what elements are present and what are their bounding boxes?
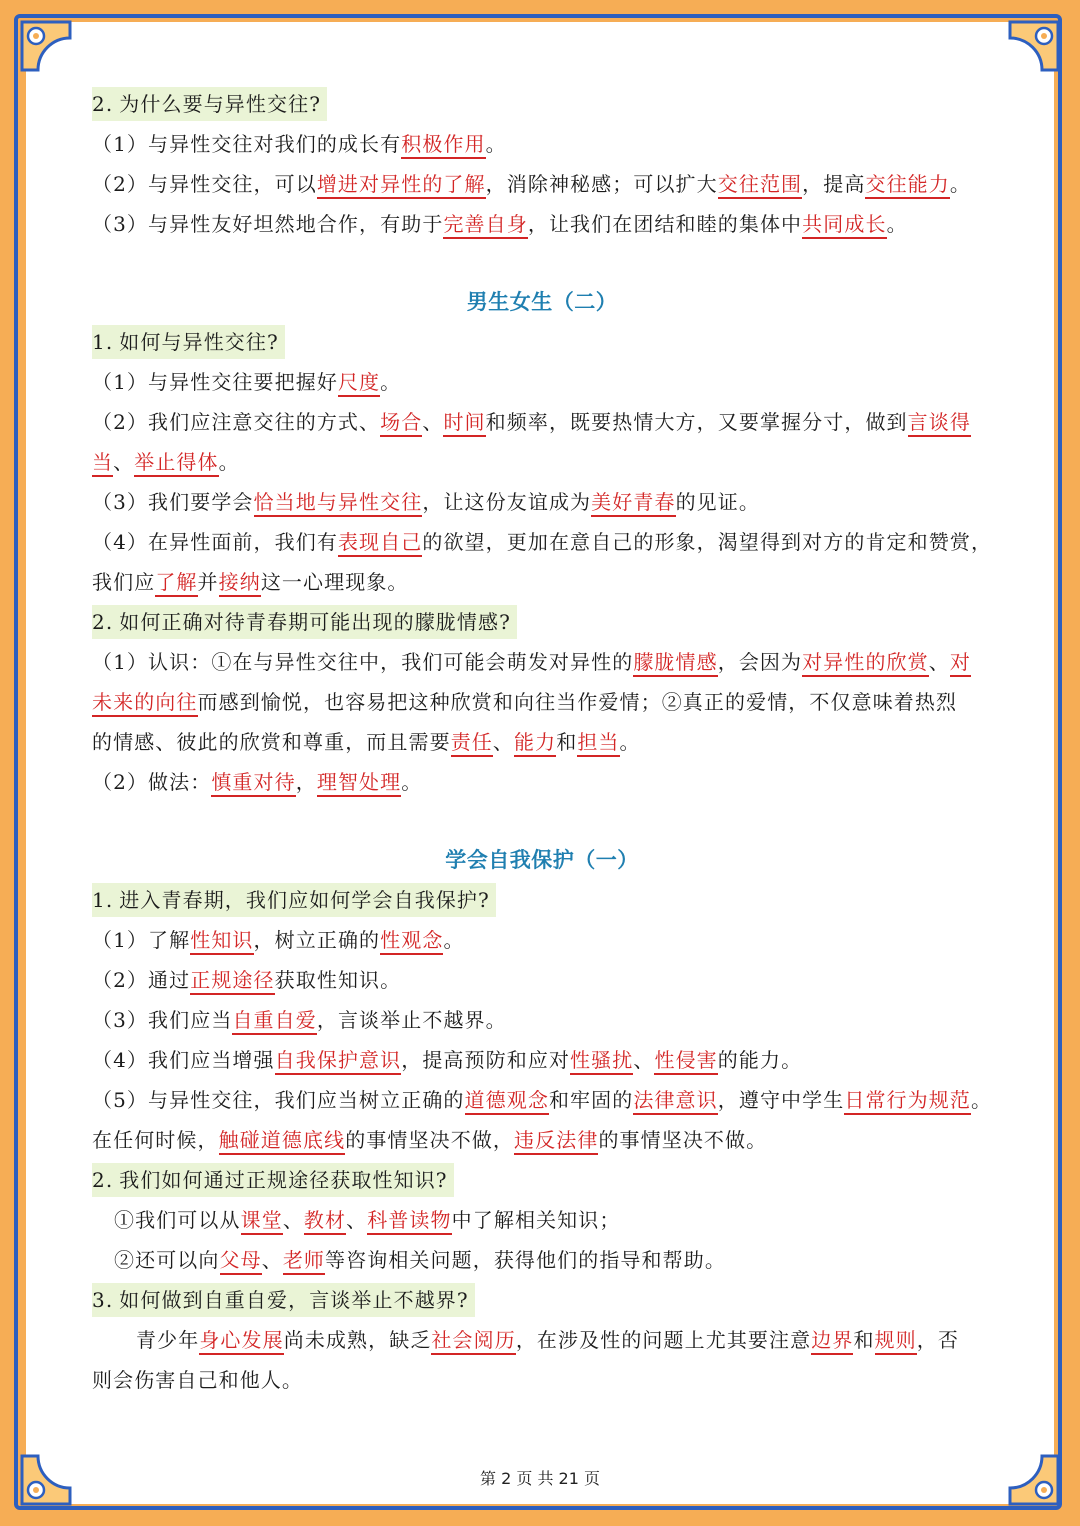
text-run: ①我们可以从: [114, 1208, 241, 1232]
text-run: 、: [422, 410, 444, 434]
key-term: 能力: [514, 730, 556, 757]
text-run: 和: [556, 730, 578, 754]
question-heading: 1. 如何与异性交往?: [92, 322, 992, 362]
key-term: 性侵害: [654, 1048, 717, 1075]
text-run: 、: [346, 1208, 368, 1232]
paragraph: [92, 1040, 992, 1080]
text-run: 并: [197, 570, 219, 594]
question-heading: 3. 如何做到自重自爱，言谈举止不越界?: [92, 1280, 992, 1320]
text-run: 。: [886, 212, 908, 236]
key-term: 性知识: [190, 928, 253, 955]
text-run: 的欲望，更加在意自己的形象，渴望得到对方的肯定和赞赏，: [422, 530, 993, 554]
key-term: 尺度: [338, 370, 380, 397]
key-term: 接纳: [219, 570, 261, 597]
key-term: 对: [950, 650, 971, 677]
text-run: ，在涉及性的问题上尤其要注意: [515, 1328, 812, 1352]
text-run: 中了解相关知识；: [451, 1208, 621, 1232]
paragraph: [92, 124, 992, 164]
text-run: 。: [970, 1088, 993, 1112]
text-run: 的能力。: [717, 1048, 803, 1072]
text-run: （2）与异性交往，可以: [92, 172, 317, 196]
text-run: ，让我们在团结和睦的集体中: [527, 212, 803, 236]
text-run: 。: [218, 450, 240, 474]
text-run: 和牢固的: [548, 1088, 634, 1112]
text-run: 和: [853, 1328, 875, 1352]
key-term: 慎重对待: [211, 770, 295, 797]
key-term: 身心发展: [199, 1328, 283, 1355]
text-run: 。: [619, 730, 641, 754]
paragraph: [92, 1080, 992, 1120]
text-run: ，否: [916, 1328, 959, 1352]
text-run: 、: [492, 730, 515, 754]
paragraph: [92, 920, 992, 960]
question-heading: 2. 为什么要与异性交往?: [92, 84, 992, 124]
text-run: 的见证。: [675, 490, 760, 514]
document-body: [92, 84, 992, 1400]
paragraph: [92, 642, 992, 682]
key-term: 正规途径: [190, 968, 274, 995]
key-term: 交往能力: [865, 172, 949, 199]
text-run: ②还可以向: [114, 1248, 220, 1272]
paragraph: [92, 722, 992, 762]
key-term: 自重自爱: [232, 1008, 316, 1035]
text-run: （5）与异性交往，我们应当树立正确的: [92, 1088, 465, 1112]
text-run: 的情感、彼此的欣赏和尊重，而且需要: [92, 730, 451, 754]
text-run: 。: [380, 370, 402, 394]
text-run: 获取性知识。: [274, 968, 402, 992]
key-term: 课堂: [241, 1208, 283, 1235]
corner-ornament-icon: [18, 18, 74, 74]
key-term: 朦胧情感: [633, 650, 717, 677]
text-run: （2）做法：: [92, 770, 212, 794]
text-run: 。: [949, 172, 971, 196]
text-run: ，言谈举止不越界。: [316, 1008, 507, 1032]
corner-ornament-icon: [1006, 18, 1062, 74]
text-run: ，提高: [802, 172, 866, 196]
text-run: ，会因为: [717, 650, 803, 674]
paragraph: [92, 442, 992, 482]
key-term: 增进对异性的了解: [317, 172, 486, 199]
key-term: 场合: [380, 410, 422, 437]
text-run: （3）我们应当: [92, 1008, 233, 1032]
key-term: 社会阅历: [431, 1328, 515, 1355]
text-run: 、: [633, 1048, 655, 1072]
key-term: 恰当地与异性交往: [254, 490, 423, 517]
text-run: （1）与异性交往对我们的成长有: [92, 132, 402, 156]
text-run: 在任何时候，: [92, 1128, 219, 1152]
paragraph: [92, 762, 992, 802]
key-term: 触碰道德底线: [219, 1128, 346, 1155]
key-term: 言谈得: [908, 410, 971, 437]
key-term: 边界: [811, 1328, 853, 1355]
section-title: 男生女生（二）: [466, 290, 618, 314]
key-term: 美好青春: [591, 490, 675, 517]
paragraph: [92, 1240, 992, 1280]
text-run: 的事情坚决不做。: [598, 1128, 768, 1152]
key-term: 责任: [451, 730, 493, 757]
text-run: 的事情坚决不做，: [345, 1128, 515, 1152]
paragraph: [92, 960, 992, 1000]
question-heading: 2. 我们如何通过正规途径获取性知识?: [92, 1160, 992, 1200]
paragraph: [92, 1320, 992, 1360]
paragraph: [92, 402, 992, 442]
key-term: 理智处理: [317, 770, 401, 797]
text-run: （2）通过: [92, 968, 191, 992]
key-term: 性观念: [380, 928, 443, 955]
text-run: 和频率，既要热情大方，又要掌握分寸，做到: [485, 410, 908, 434]
key-term: 法律意识: [633, 1088, 717, 1115]
key-term: 完善自身: [443, 212, 527, 239]
paragraph: [92, 562, 992, 602]
text-run: （2）我们应注意交往的方式、: [92, 410, 381, 434]
text-run: 。: [485, 132, 507, 156]
key-term: 自我保护意识: [275, 1048, 402, 1075]
key-term: 父母: [220, 1248, 262, 1275]
question-heading: 2. 如何正确对待青春期可能出现的朦胧情感?: [92, 602, 992, 642]
question-heading: 1. 进入青春期，我们应如何学会自我保护?: [92, 880, 992, 920]
text-run: （3）我们要学会: [92, 490, 254, 514]
text-run: ，遵守中学生: [717, 1088, 845, 1112]
key-term: 担当: [577, 730, 619, 757]
paragraph: [92, 522, 992, 562]
paragraph: [92, 204, 992, 244]
text-run: 则会伤害自己和他人。: [92, 1368, 303, 1392]
key-term: 教材: [304, 1208, 346, 1235]
text-run: 尚未成熟，缺乏: [283, 1328, 432, 1352]
key-term: 日常行为规范: [844, 1088, 971, 1115]
key-term: 道德观念: [465, 1088, 549, 1115]
text-run: 、: [261, 1248, 283, 1272]
text-run: 、: [928, 650, 950, 674]
text-run: 而感到愉悦，也容易把这种欣赏和向往当作爱情；②真正的爱情，不仅意味着热烈: [197, 690, 958, 714]
key-term: 规则: [875, 1328, 917, 1355]
text-run: （4）我们应当增强: [92, 1048, 275, 1072]
paragraph: [92, 682, 992, 722]
paragraph: [92, 164, 992, 204]
text-run: （1）与异性交往要把握好: [92, 370, 338, 394]
text-run: 青少年: [136, 1328, 200, 1352]
text-run: 这一心理现象。: [260, 570, 409, 594]
text-run: ，提高预防和应对: [401, 1048, 571, 1072]
key-term: 交往范围: [718, 172, 802, 199]
text-run: ，让这份友谊成为: [422, 490, 592, 514]
text-run: ，消除神秘感；可以扩大: [485, 172, 718, 196]
key-term: 共同成长: [802, 212, 886, 239]
key-term: 举止得体: [134, 450, 218, 477]
paragraph: [92, 1120, 992, 1160]
text-run: （1）认识：①在与异性交往中，我们可能会萌发对异性的: [92, 650, 634, 674]
text-run: （4）在异性面前，我们有: [92, 530, 338, 554]
key-term: 了解: [155, 570, 197, 597]
text-run: 。: [443, 928, 465, 952]
key-term: 科普读物: [367, 1208, 451, 1235]
key-term: 未来的向往: [92, 690, 198, 717]
text-run: 、: [282, 1208, 304, 1232]
section-title: 学会自我保护（一）: [445, 848, 639, 872]
text-run: ，: [295, 770, 317, 794]
text-run: 我们应: [92, 570, 156, 594]
text-run: 。: [401, 770, 423, 794]
key-term: 性骚扰: [570, 1048, 633, 1075]
paragraph: [92, 1360, 992, 1400]
text-run: （1）了解: [92, 928, 191, 952]
text-run: 、: [113, 450, 135, 474]
paragraph: [92, 362, 992, 402]
key-term: 积极作用: [401, 132, 485, 159]
key-term: 老师: [283, 1248, 325, 1275]
paragraph: [92, 1200, 992, 1240]
key-term: 当: [92, 450, 113, 477]
key-term: 表现自己: [338, 530, 422, 557]
paragraph: [92, 1000, 992, 1040]
text-run: （3）与异性友好坦然地合作，有助于: [92, 212, 444, 236]
key-term: 对异性的欣赏: [802, 650, 929, 677]
text-run: 等咨询相关问题，获得他们的指导和帮助。: [325, 1248, 726, 1272]
page-number: 第 2 页 共 21 页: [480, 1469, 600, 1488]
text-run: ，树立正确的: [253, 928, 381, 952]
paragraph: [92, 482, 992, 522]
key-term: 违反法律: [514, 1128, 598, 1155]
key-term: 时间: [443, 410, 485, 437]
